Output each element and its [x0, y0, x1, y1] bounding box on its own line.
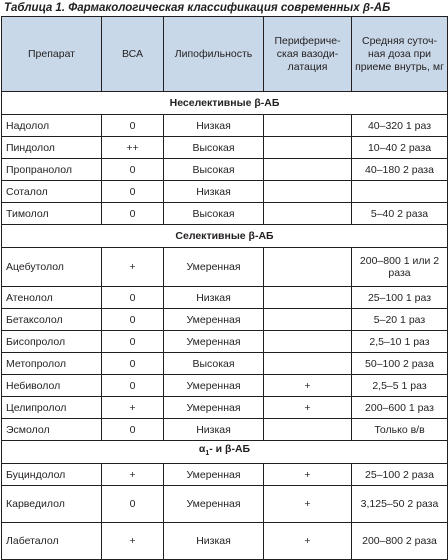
drug-name-cell: Пиндолол — [2, 137, 102, 159]
lipophilicity-cell: Высокая — [164, 203, 264, 225]
vasodilation-cell: + — [264, 464, 352, 486]
section-title: Неселективные β-АБ — [2, 92, 448, 115]
vasodilation-cell — [264, 203, 352, 225]
vasodilation-cell — [264, 115, 352, 137]
lipophilicity-cell: Низкая — [164, 115, 264, 137]
bca-cell: 0 — [102, 115, 164, 137]
bca-cell: 0 — [102, 331, 164, 353]
dose-cell: 2,5–5 1 раз — [352, 375, 448, 397]
vasodilation-cell — [264, 248, 352, 287]
lipophilicity-cell: Высокая — [164, 137, 264, 159]
table-body — [2, 92, 448, 560]
vasodilation-cell — [264, 309, 352, 331]
table-caption: Таблица 1. Фармакологическая классификация современных β-АБ — [4, 2, 391, 14]
bca-cell: 0 — [102, 375, 164, 397]
bca-cell: 0 — [102, 419, 164, 441]
vasodilation-cell: + — [264, 397, 352, 419]
drug-name-cell: Бетаксолол — [2, 309, 102, 331]
drug-name-cell: Надолол — [2, 115, 102, 137]
dose-cell: 25–100 1 раз — [352, 287, 448, 309]
vasodilation-cell: + — [264, 375, 352, 397]
dose-cell: 50–100 2 раза — [352, 353, 448, 375]
header-drug: Препарат — [2, 17, 102, 92]
lipophilicity-cell: Умеренная — [164, 397, 264, 419]
vasodilation-cell — [264, 353, 352, 375]
lipophilicity-cell: Низкая — [164, 523, 264, 560]
drug-name-cell: Метопролол — [2, 353, 102, 375]
drug-name-cell: Тимолол — [2, 203, 102, 225]
table-row — [2, 159, 448, 181]
drug-name-cell: Карведилол — [2, 486, 102, 523]
bca-cell: 0 — [102, 159, 164, 181]
table-row — [2, 375, 448, 397]
dose-cell: 25–100 2 раза — [352, 464, 448, 486]
header-dose: Средняя суточ-ная доза при приеме внутрь, мг — [352, 17, 448, 92]
drug-name-cell: Атенолол — [2, 287, 102, 309]
lipophilicity-cell: Низкая — [164, 181, 264, 203]
table-row — [2, 203, 448, 225]
table-row — [2, 486, 448, 523]
dose-cell: 3,125–50 2 раза — [352, 486, 448, 523]
vasodilation-cell: + — [264, 523, 352, 560]
table-row — [2, 115, 448, 137]
table-row — [2, 331, 448, 353]
dose-cell: 5–40 2 раза — [352, 203, 448, 225]
table-row — [2, 419, 448, 441]
table-row — [2, 287, 448, 309]
bca-cell: 0 — [102, 486, 164, 523]
table-row — [2, 353, 448, 375]
lipophilicity-cell: Высокая — [164, 159, 264, 181]
vasodilation-cell — [264, 137, 352, 159]
lipophilicity-cell: Умеренная — [164, 331, 264, 353]
dose-cell: 200–800 1 или 2 раза — [352, 248, 448, 287]
drug-name-cell: Бисопролол — [2, 331, 102, 353]
dose-cell: Только в/в — [352, 419, 448, 441]
vasodilation-cell — [264, 181, 352, 203]
bca-cell: 0 — [102, 181, 164, 203]
lipophilicity-cell: Умеренная — [164, 486, 264, 523]
section-title: $\alpha_1-$ и β-АБ — [2, 441, 448, 464]
section-header-row — [2, 225, 448, 248]
lipophilicity-cell: Высокая — [164, 353, 264, 375]
section-header-row — [2, 441, 448, 464]
dose-cell: 200–600 1 раз — [352, 397, 448, 419]
bca-cell: + — [102, 523, 164, 560]
bca-cell: 0 — [102, 287, 164, 309]
drug-name-cell: Эсмолол — [2, 419, 102, 441]
table-row — [2, 464, 448, 486]
bca-cell: + — [102, 397, 164, 419]
drug-name-cell: Соталол — [2, 181, 102, 203]
drug-name-cell: Небиволол — [2, 375, 102, 397]
table-row — [2, 137, 448, 159]
lipophilicity-cell: Умеренная — [164, 248, 264, 287]
classification-table — [1, 16, 448, 560]
header-lipophilicity: Липофильность — [164, 17, 264, 92]
lipophilicity-cell: Низкая — [164, 287, 264, 309]
bca-cell: 0 — [102, 309, 164, 331]
vasodilation-cell — [264, 419, 352, 441]
bca-cell: + — [102, 464, 164, 486]
lipophilicity-cell: Низкая — [164, 419, 264, 441]
drug-name-cell: Лабеталол — [2, 523, 102, 560]
table-row — [2, 397, 448, 419]
header-bca: ВСА — [102, 17, 164, 92]
vasodilation-cell — [264, 287, 352, 309]
lipophilicity-cell: Умеренная — [164, 464, 264, 486]
drug-name-cell: Целипролол — [2, 397, 102, 419]
drug-name-cell: Буциндолол — [2, 464, 102, 486]
dose-cell: 40–320 1 раз — [352, 115, 448, 137]
vasodilation-cell: + — [264, 486, 352, 523]
bca-cell: 0 — [102, 203, 164, 225]
dose-cell: 5–20 1 раз — [352, 309, 448, 331]
bca-cell: ++ — [102, 137, 164, 159]
lipophilicity-cell: Умеренная — [164, 375, 264, 397]
section-title: Селективные β-АБ — [2, 225, 448, 248]
bca-cell: 0 — [102, 353, 164, 375]
bca-cell: + — [102, 248, 164, 287]
dose-cell: 40–180 2 раза — [352, 159, 448, 181]
header-vasodilation: Перифериче-ская вазоди-латация — [264, 17, 352, 92]
dose-cell: 2,5–10 1 раз — [352, 331, 448, 353]
table-row — [2, 309, 448, 331]
dose-cell: 200–800 2 раза — [352, 523, 448, 560]
section-header-row — [2, 92, 448, 115]
drug-name-cell: Ацебутолол — [2, 248, 102, 287]
drug-name-cell: Пропранолол — [2, 159, 102, 181]
table-row — [2, 248, 448, 287]
header-row — [2, 17, 448, 92]
lipophilicity-cell: Умеренная — [164, 309, 264, 331]
table-row — [2, 523, 448, 560]
table-row — [2, 181, 448, 203]
dose-cell — [352, 181, 448, 203]
vasodilation-cell — [264, 331, 352, 353]
vasodilation-cell — [264, 159, 352, 181]
dose-cell: 10–40 2 раза — [352, 137, 448, 159]
